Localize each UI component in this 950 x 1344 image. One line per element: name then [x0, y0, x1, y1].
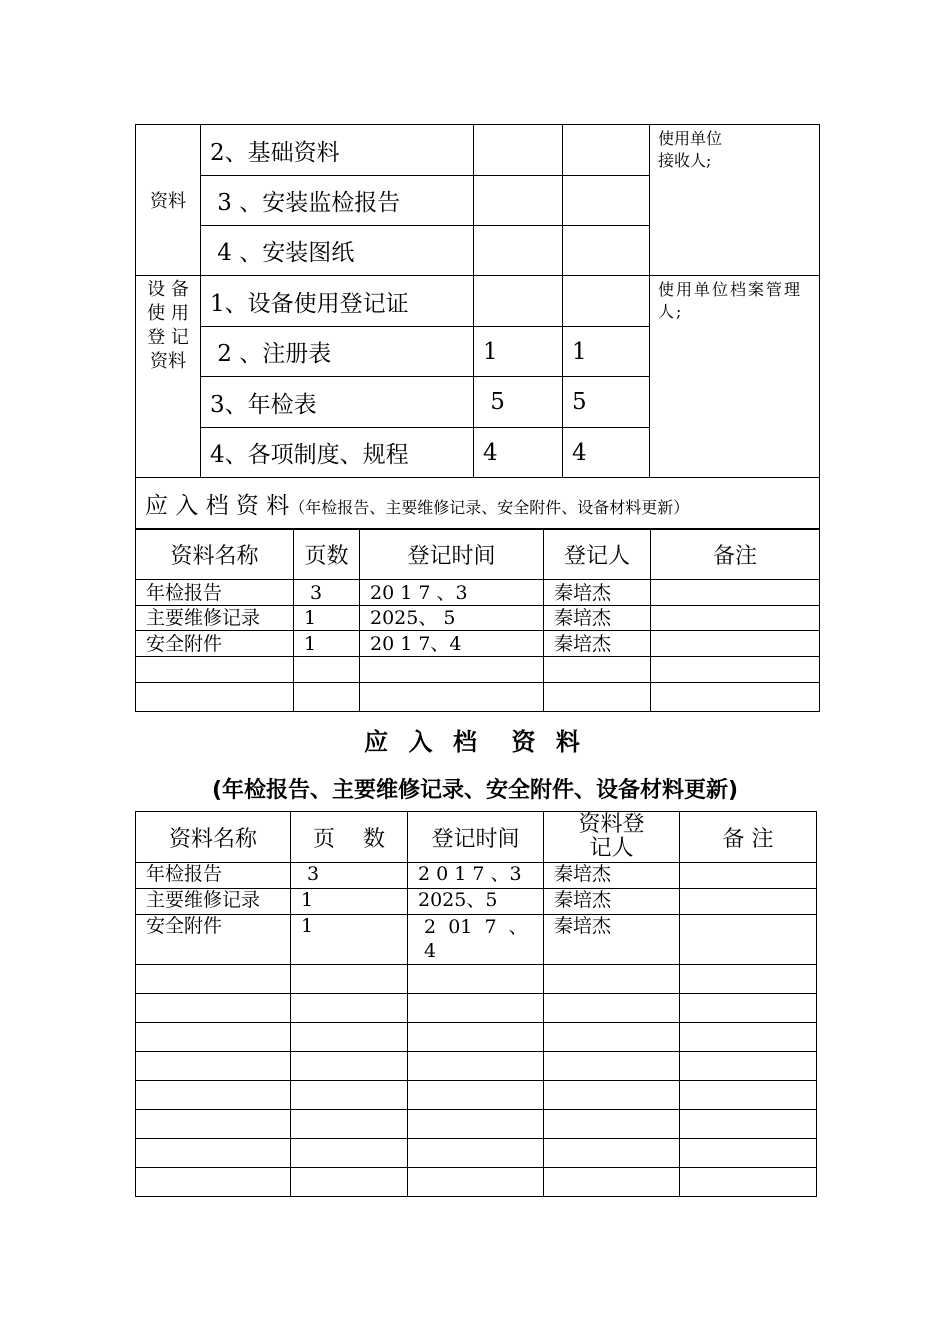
cell-name: [136, 1110, 291, 1139]
item-value-b: 1: [563, 327, 650, 377]
table-row: [136, 915, 817, 965]
cell-pages: 3: [291, 863, 408, 889]
item-name: 3、年检表: [201, 377, 474, 428]
cell-remarks: [680, 994, 817, 1023]
header-registrar: 资料登 记人: [544, 812, 680, 863]
item-value-b: [563, 125, 650, 176]
cell-remarks: [680, 1052, 817, 1081]
cell-pages: [291, 1023, 408, 1052]
cell-registrar: [544, 994, 680, 1023]
item-name: 2 、注册表: [201, 327, 474, 377]
archive-table-bottom: [135, 811, 817, 1197]
cell-name: [136, 1139, 291, 1168]
cell-remarks: [680, 1139, 817, 1168]
cell-remarks: [680, 1110, 817, 1139]
page-subtitle: (年检报告、主要维修记录、安全附件、设备材料更新): [211, 778, 739, 803]
section-subtitle: （年检报告、主要维修记录、安全附件、设备材料更新）: [289, 497, 690, 517]
section-title: 应 入 档 资 料: [145, 492, 290, 519]
cell-registrar: 秦培杰: [544, 580, 651, 606]
table-row: [136, 606, 820, 631]
header-pages: 页 数: [291, 812, 408, 863]
section-title-row: [136, 478, 820, 529]
cell-remarks: [651, 657, 820, 683]
header-date: 登记时间: [360, 530, 544, 580]
cell-remarks: [680, 889, 817, 915]
cell-date: 2025、5: [408, 889, 544, 915]
cell-name: 年检报告: [136, 863, 291, 889]
cell-name: 安全附件: [136, 915, 291, 965]
cell-registrar: [544, 965, 680, 994]
cell-date: [408, 965, 544, 994]
cell-date: 2 01 7 、 4: [408, 915, 544, 965]
cell-name: [136, 965, 291, 994]
header-registrar: 登记人: [544, 530, 651, 580]
cell-date: [408, 994, 544, 1023]
archive-list-top: [135, 529, 820, 712]
cell-remarks: [680, 1168, 817, 1197]
cell-name: 主要维修记录: [136, 889, 291, 915]
table-row: [136, 1139, 817, 1168]
cell-pages: 1: [291, 889, 408, 915]
cell-pages: [291, 1168, 408, 1197]
cell-date: [408, 1139, 544, 1168]
item-value-b: 5: [563, 377, 650, 428]
cell-remarks: [651, 683, 820, 712]
cell-date: [408, 1081, 544, 1110]
cell-name: 主要维修记录: [136, 606, 294, 631]
table-row: [136, 657, 820, 683]
cell-registrar: [544, 683, 651, 712]
cell-date: 20 1 7 、3: [360, 580, 544, 606]
cell-date: [408, 1052, 544, 1081]
table-row: [136, 1023, 817, 1052]
cell-registrar: [544, 1023, 680, 1052]
header-name: 资料名称: [136, 530, 294, 580]
item-value-a: [474, 176, 563, 226]
cell-date: [408, 1110, 544, 1139]
header-remarks: 备 注: [680, 812, 817, 863]
receiver-note: 使用单位 接收人;: [650, 125, 820, 276]
item-value-a: 1: [474, 327, 563, 377]
table-row: [136, 889, 817, 915]
item-value-b: 4: [563, 428, 650, 478]
cell-name: [136, 1023, 291, 1052]
item-value-b: [563, 276, 650, 327]
table-row: [136, 1168, 817, 1197]
page-title: 应 入 档 资 料: [364, 727, 586, 756]
cell-date: 2 0 1 7 、3: [408, 863, 544, 889]
category-cell-registration: 设 备 使 用 登 记 资料: [136, 276, 201, 478]
cell-date: [360, 657, 544, 683]
cell-name: [136, 1081, 291, 1110]
table-row: [136, 683, 820, 712]
cell-name: 安全附件: [136, 631, 294, 657]
header-date: 登记时间: [408, 812, 544, 863]
item-value-a: 5: [474, 377, 563, 428]
item-value-a: [474, 125, 563, 176]
item-value-a: 4: [474, 428, 563, 478]
cell-pages: [291, 965, 408, 994]
cell-registrar: [544, 1139, 680, 1168]
table-row: [136, 631, 820, 657]
cell-date: 20 1 7、4: [360, 631, 544, 657]
item-value-a: [474, 276, 563, 327]
header-name: 资料名称: [136, 812, 291, 863]
header-remarks: 备注: [651, 530, 820, 580]
archive-table-top: [135, 124, 820, 529]
cell-date: [408, 1023, 544, 1052]
cell-remarks: [680, 863, 817, 889]
cell-name: [136, 683, 294, 712]
cell-pages: [291, 1110, 408, 1139]
cell-pages: 1: [294, 606, 360, 631]
cell-pages: [291, 1081, 408, 1110]
cell-remarks: [651, 631, 820, 657]
cell-name: 年检报告: [136, 580, 294, 606]
cell-registrar: [544, 1081, 680, 1110]
table-row: [136, 994, 817, 1023]
cell-registrar: 秦培杰: [544, 606, 651, 631]
cell-registrar: 秦培杰: [544, 863, 680, 889]
cell-name: [136, 994, 291, 1023]
cell-remarks: [680, 1081, 817, 1110]
cell-registrar: [544, 1052, 680, 1081]
table-row: [136, 1052, 817, 1081]
table-row: [136, 580, 820, 606]
table-row: [136, 965, 817, 994]
cell-date: 2025、 5: [360, 606, 544, 631]
cell-remarks: [680, 915, 817, 965]
cell-remarks: [651, 606, 820, 631]
cell-pages: [294, 657, 360, 683]
cell-pages: 1: [294, 631, 360, 657]
cell-registrar: [544, 1110, 680, 1139]
cell-pages: 1: [291, 915, 408, 965]
cell-remarks: [651, 580, 820, 606]
table-row: [136, 1110, 817, 1139]
cell-remarks: [680, 1023, 817, 1052]
cell-name: [136, 657, 294, 683]
cell-registrar: [544, 657, 651, 683]
cell-remarks: [680, 965, 817, 994]
table-row: [136, 863, 817, 889]
item-value-b: [563, 226, 650, 276]
cell-pages: [291, 1052, 408, 1081]
cell-pages: [291, 1139, 408, 1168]
cell-date: [408, 1168, 544, 1197]
cell-pages: 3: [294, 580, 360, 606]
cell-registrar: 秦培杰: [544, 915, 680, 965]
item-value-b: [563, 176, 650, 226]
cell-name: [136, 1052, 291, 1081]
cell-pages: [291, 994, 408, 1023]
cell-name: [136, 1168, 291, 1197]
cell-pages: [294, 683, 360, 712]
cell-registrar: 秦培杰: [544, 889, 680, 915]
cell-date: [360, 683, 544, 712]
item-name: 1、设备使用登记证: [201, 276, 474, 327]
category-cell-materials: 资料: [136, 125, 201, 276]
item-value-a: [474, 226, 563, 276]
item-name: 4、各项制度、规程: [201, 428, 474, 478]
cell-registrar: [544, 1168, 680, 1197]
cell-registrar: 秦培杰: [544, 631, 651, 657]
item-name: 2、基础资料: [201, 125, 474, 176]
header-pages: 页数: [294, 530, 360, 580]
item-name: 4 、安装图纸: [201, 226, 474, 276]
item-name: 3 、安装监检报告: [201, 176, 474, 226]
table-row: [136, 1081, 817, 1110]
archive-manager-note: 使用单位档案管理人;: [650, 276, 820, 478]
